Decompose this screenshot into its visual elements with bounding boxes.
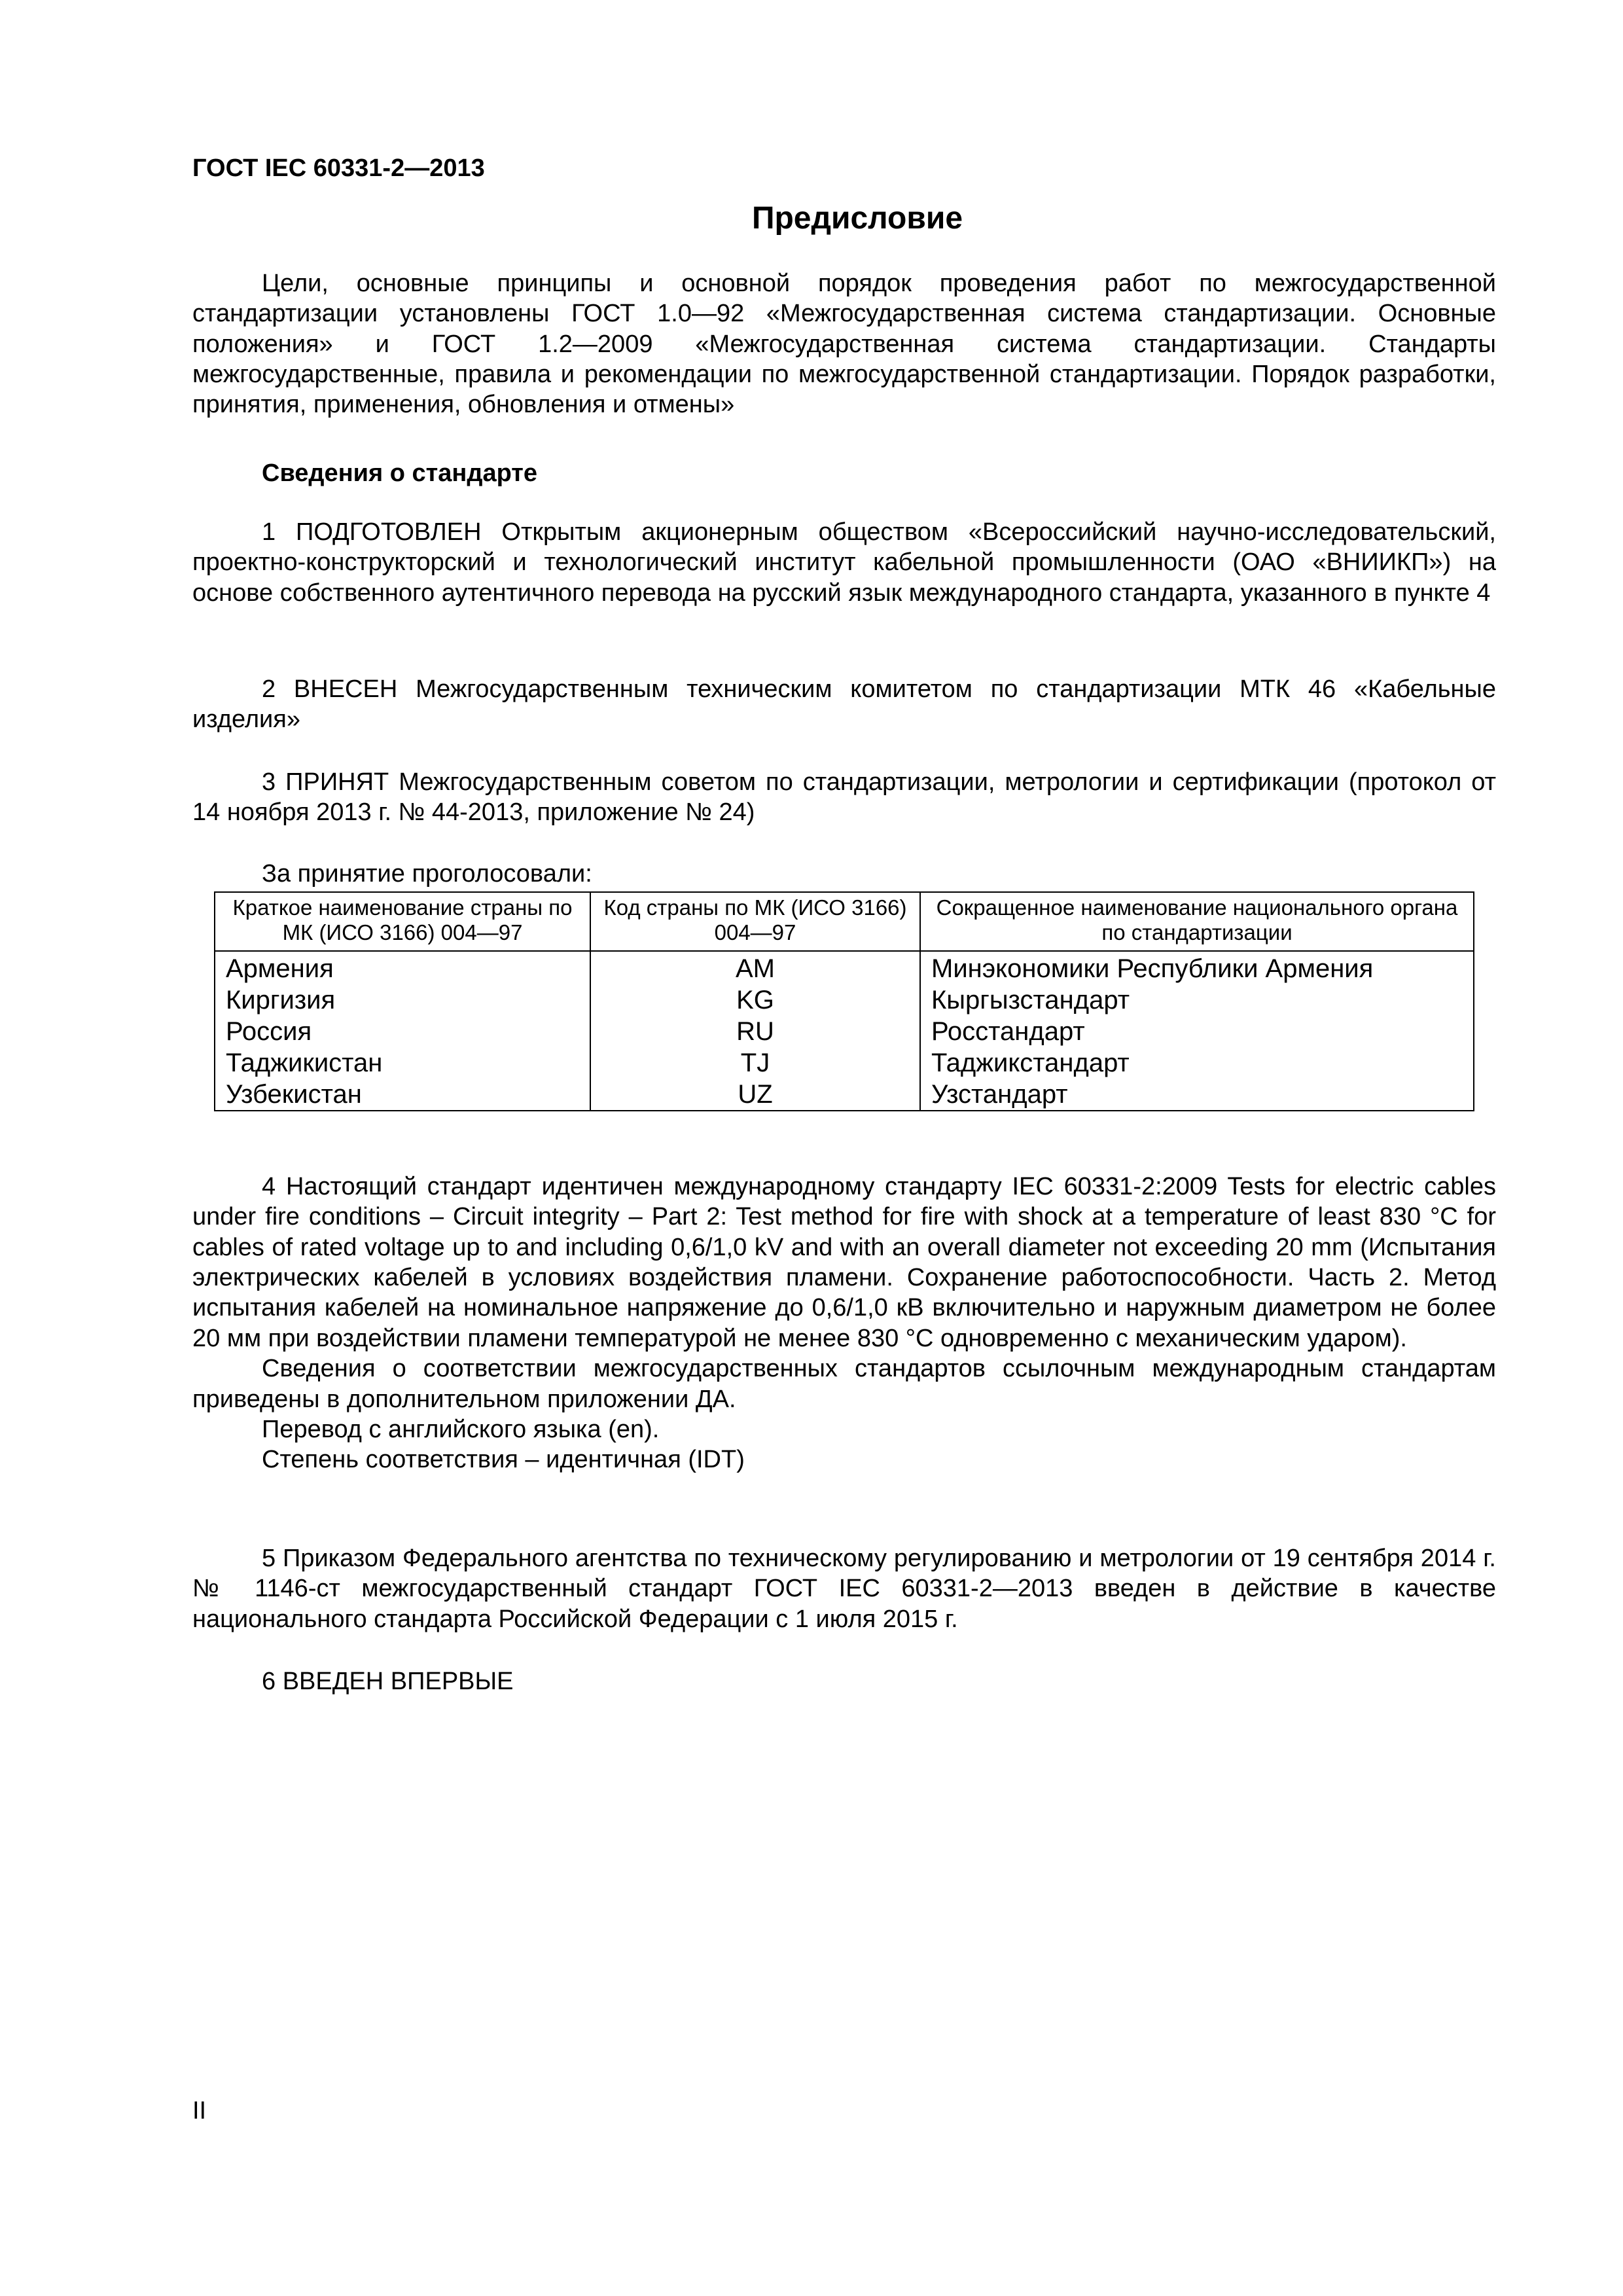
table-row bbox=[215, 951, 1474, 984]
table-cell-body: Узстандарт bbox=[920, 1079, 1474, 1111]
table-row bbox=[215, 1047, 1474, 1079]
table-header-code: Код страны по МК (ИСО 3166) 004—97 bbox=[590, 892, 920, 951]
item-6-paragraph: 6 ВВЕДЕН ВПЕРВЫЕ bbox=[262, 1668, 514, 1695]
item-2-paragraph: 2 ВНЕСЕН Межгосударственным техническим комитетом по стандартизации МТК 46 «Кабельные изделия» bbox=[192, 675, 1496, 734]
item-4-block bbox=[192, 1172, 1496, 1475]
table-header-row bbox=[215, 892, 1474, 951]
table-cell-code: RU bbox=[590, 1016, 920, 1047]
item-4-translation: Перевод с английского языка (en). bbox=[262, 1415, 660, 1443]
table-cell-country: Россия bbox=[215, 1016, 590, 1047]
item-4-paragraph: 4 Настоящий стандарт идентичен международному стандарту IEC 60331-2:2009 Tests for electric cables under fire conditions – Circuit integrity – Part 2: Test method for fire with shock at a temperature of least 830 °C for cables of rated voltage up to and including 0,6/1,0 kV and with an overall diameter not exceeding 20 mm (Испытания электрических кабелей в условиях воздействия пламени. Сохранение работоспособности. Часть 2. Метод испытания кабелей на номинальное напряжение до 0,6/1,0 кВ включительно и наружным диаметром не более 20 мм при воздействии пламени температурой не менее 830 °С одновременно с механическим ударом). bbox=[192, 1173, 1496, 1352]
table-row bbox=[215, 1016, 1474, 1047]
table-cell-country: Узбекистан bbox=[215, 1079, 590, 1111]
votes-table bbox=[214, 891, 1474, 1111]
item-5-block bbox=[192, 1543, 1496, 1634]
item-1-paragraph: 1 ПОДГОТОВЛЕН Открытым акционерным обществом «Всероссийский научно-исследовательский, проектно-конструкторский и технологический институт кабельной промышленности (ОАО «ВНИИКП») на основе собственного аутентичного перевода на русский язык международного стандарта, указанного в пункте 4 bbox=[192, 518, 1496, 607]
table-cell-code: KG bbox=[590, 984, 920, 1016]
table-row bbox=[215, 984, 1474, 1016]
item-1-block bbox=[192, 517, 1496, 608]
table-header-body: Сокращенное наименование национального органа по стандартизации bbox=[920, 892, 1474, 951]
item-2-block bbox=[192, 674, 1496, 735]
table-cell-body: Кыргызстандарт bbox=[920, 984, 1474, 1016]
section-subheading: Сведения о стандарте bbox=[262, 459, 538, 487]
document-code: ГОСТ IEC 60331-2—2013 bbox=[192, 154, 485, 182]
item-4-references: Сведения о соответствии межгосударственных стандартов ссылочным международным стандартам приведены в дополнительном приложении ДА. bbox=[192, 1355, 1496, 1413]
table-header-country: Краткое наименование страны по МК (ИСО 3166) 004—97 bbox=[215, 892, 590, 951]
item-4-conformity: Степень соответствия – идентичная (IDT) bbox=[262, 1446, 745, 1474]
table-cell-body: Минэкономики Республики Армения bbox=[920, 951, 1474, 984]
item-6-block bbox=[192, 1666, 1496, 1696]
intro-paragraph: Цели, основные принципы и основной порядок проведения работ по межгосударственной стандартизации установлены ГОСТ 1.0—92 «Межгосударственная система стандартизации. Основные положения» и ГОСТ 1.2—2009 «Межгосударственная система стандартизации. Стандарты межгосударственные, правила и рекомендации по межгосударственной стандартизации. Порядок разработки, принятия, применения, обновления и отмены» bbox=[192, 270, 1496, 419]
intro-block bbox=[192, 268, 1496, 420]
table-cell-code: UZ bbox=[590, 1079, 920, 1111]
table-row bbox=[215, 1079, 1474, 1111]
table-cell-body: Росстандарт bbox=[920, 1016, 1474, 1047]
table-cell-code: TJ bbox=[590, 1047, 920, 1079]
table-cell-country: Киргизия bbox=[215, 984, 590, 1016]
page-number: II bbox=[192, 2097, 207, 2125]
table-cell-code: AM bbox=[590, 951, 920, 984]
table-cell-body: Таджикстандарт bbox=[920, 1047, 1474, 1079]
table-cell-country: Армения bbox=[215, 951, 590, 984]
item-5-paragraph: 5 Приказом Федерального агентства по техническому регулированию и метрологии от 19 сентября 2014 г. № 1146-ст межгосударственный стандарт ГОСТ IEC 60331-2—2013 введен в действие в качестве национального стандарта Российской Федерации с 1 июля 2015 г. bbox=[192, 1545, 1496, 1633]
item-3-block bbox=[192, 767, 1496, 828]
votes-intro: За принятие проголосовали: bbox=[262, 860, 592, 888]
table-cell-country: Таджикистан bbox=[215, 1047, 590, 1079]
page-title: Предисловие bbox=[751, 201, 963, 236]
item-3-paragraph: 3 ПРИНЯТ Межгосударственным советом по стандартизации, метрологии и сертификации (протокол от 14 ноября 2013 г. № 44-2013, приложение № 24) bbox=[192, 768, 1496, 827]
